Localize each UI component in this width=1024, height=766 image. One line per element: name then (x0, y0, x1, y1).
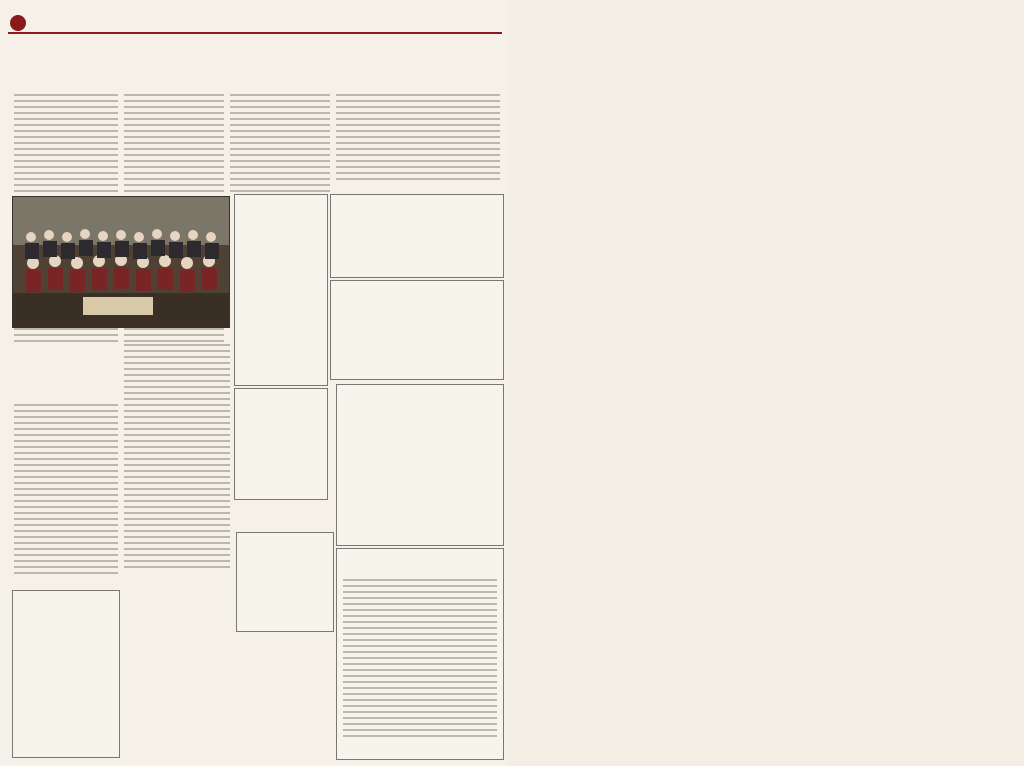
article-column-3 (230, 94, 330, 194)
left-page-number (10, 15, 26, 31)
group-photo (12, 196, 230, 328)
article-column-4 (336, 94, 500, 180)
poem-long-box (234, 388, 328, 500)
poem-mourn-box (330, 194, 504, 278)
poem-firm-text (241, 557, 329, 617)
poem-love-box (336, 384, 504, 546)
poem-shuai-box (12, 590, 120, 758)
speech-column-2 (124, 344, 230, 572)
group-photo-image (13, 197, 229, 327)
left-header-rule (8, 32, 502, 34)
poem-feel-box (336, 548, 504, 760)
poem-feel-body (343, 579, 497, 739)
poem-respect-box (330, 280, 504, 380)
poem-firm-box (236, 532, 334, 632)
poem-miss-box (234, 194, 328, 386)
speech-column-1 (14, 404, 118, 574)
poem-long-note (236, 500, 326, 530)
left-page (0, 0, 508, 766)
